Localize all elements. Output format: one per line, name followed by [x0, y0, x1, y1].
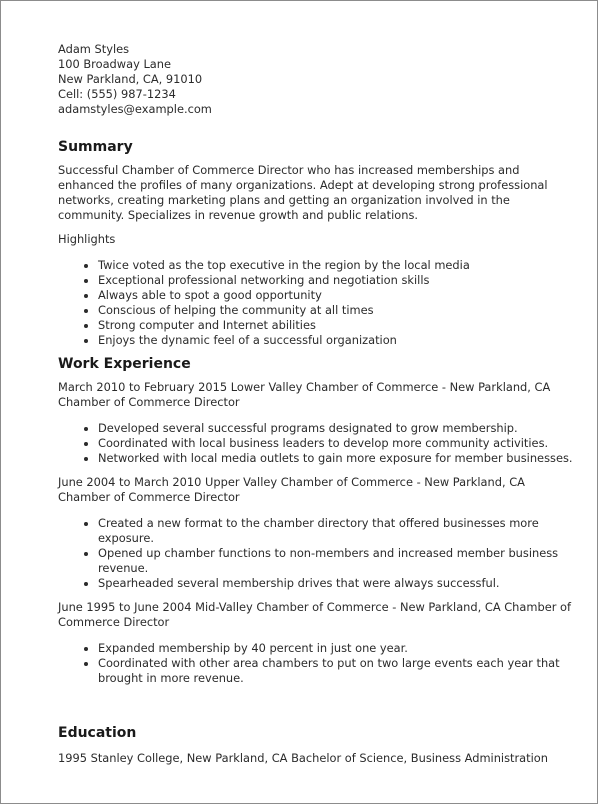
job-bullet: • Created a new format to the chamber directory that offered businesses more exposure.: [98, 516, 577, 546]
highlight-item: • Exceptional professional networking and negotiation skills: [98, 273, 577, 288]
job-bullet: • Spearheaded several membership drives that were always successful.: [98, 576, 577, 591]
contact-name: Adam Styles: [58, 42, 130, 56]
job-bullet: • Opened up chamber functions to non-members and increased member business revenue.: [98, 546, 577, 576]
highlight-item: • Always able to spot a good opportunity: [98, 288, 577, 303]
contact-phone: Cell: (555) 987-1234: [58, 87, 176, 101]
job-bullet: • Expanded membership by 40 percent in just one year.: [98, 641, 577, 656]
summary-text: Successful Chamber of Commerce Director who has increased memberships and enhanced the profiles of many organizations. Adept at developing strong professional networks, creating marketing plans and getting an organization involved in the community. Specializes in revenue growth and public relations.: [58, 163, 548, 222]
job-bullet: • Coordinated with local business leaders to develop more community activities.: [98, 436, 577, 451]
job-bullet-list: [58, 516, 577, 591]
highlight-item: • Conscious of helping the community at all times: [98, 303, 577, 318]
education-heading: Education: [58, 725, 137, 741]
work-experience-heading: Work Experience: [58, 356, 191, 372]
job-header: June 2004 to March 2010 Upper Valley Chamber of Commerce - New Parkland, CA Chamber of Commerce Director: [58, 475, 525, 504]
job-header: June 1995 to June 2004 Mid-Valley Chamber of Commerce - New Parkland, CA Chamber of Commerce Director: [58, 600, 571, 629]
contact-street: 100 Broadway Lane: [58, 57, 171, 71]
highlights-list: [58, 258, 577, 348]
job-bullet: • Coordinated with other area chambers to put on two large events each year that brought in more revenue.: [98, 656, 577, 686]
contact-city: New Parkland, CA, 91010: [58, 72, 203, 86]
highlight-item: • Twice voted as the top executive in the region by the local media: [98, 258, 577, 273]
job-bullet-list: [58, 641, 577, 686]
job-bullet-list: [58, 421, 577, 466]
job-bullet: • Developed several successful programs designated to grow membership.: [98, 421, 577, 436]
contact-email: adamstyles@example.com: [58, 102, 212, 116]
job-header: March 2010 to February 2015 Lower Valley Chamber of Commerce - New Parkland, CA Chamber of Commerce Director: [58, 380, 551, 409]
summary-heading: Summary: [58, 139, 133, 155]
job-bullet: • Networked with local media outlets to gain more exposure for member businesses.: [98, 451, 577, 466]
highlight-item: • Strong computer and Internet abilities: [98, 318, 577, 333]
education-text: 1995 Stanley College, New Parkland, CA Bachelor of Science, Business Administration: [58, 751, 548, 765]
highlight-item: • Enjoys the dynamic feel of a successful organization: [98, 333, 577, 348]
highlights-label: Highlights: [58, 232, 116, 246]
contact-block: [58, 42, 577, 117]
